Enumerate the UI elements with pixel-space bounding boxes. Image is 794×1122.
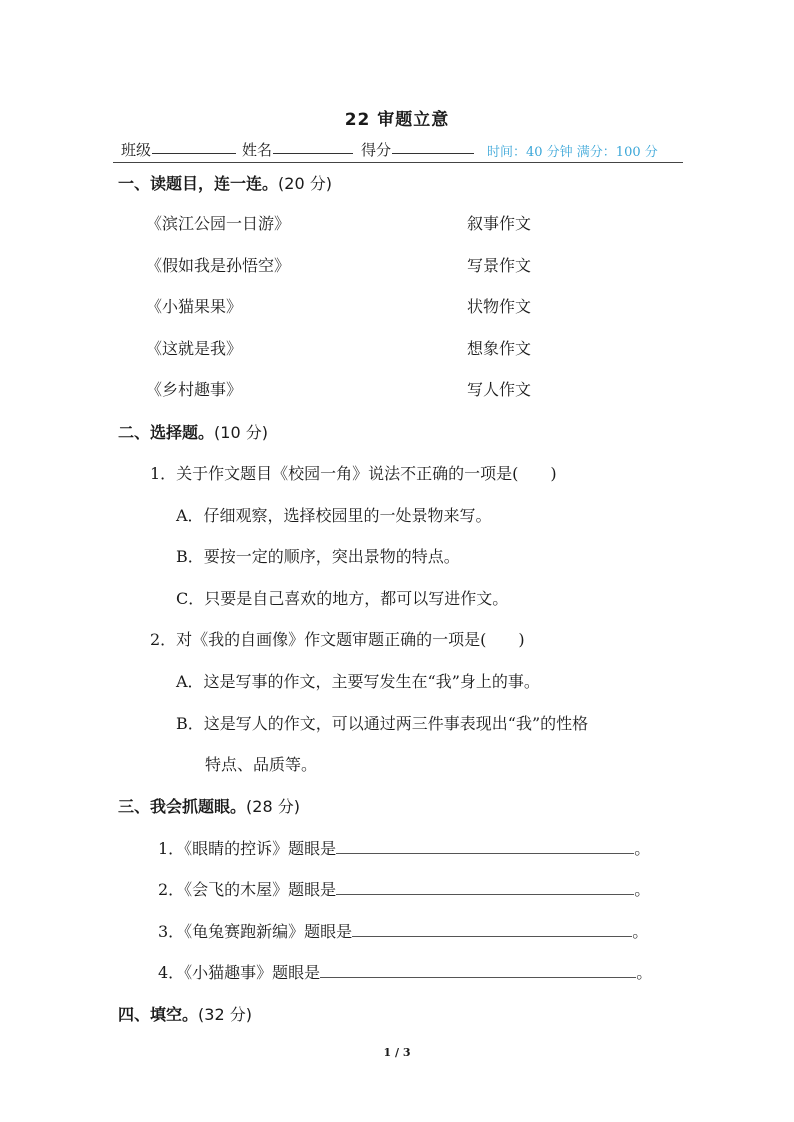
question-2-stem: 2．对《我的自画像》作文题审题正确的一项是( ) (150, 630, 525, 649)
q2-option-b[interactable]: B．这是写人的作文，可以通过两三件事表现出“我”的性格 (176, 714, 589, 733)
q1-option-a[interactable]: A．仔细观察，选择校园里的一处景物来写。 (176, 506, 492, 525)
name-field[interactable] (273, 139, 353, 158)
keyword-item: 2．《会飞的木屋》题眼是 。 (158, 880, 651, 899)
match-right-item[interactable]: 状物作文 (467, 297, 532, 316)
keyword-item: 3．《龟兔赛跑新编》题眼是 。 (158, 922, 649, 941)
match-left-item[interactable]: 《滨江公园一日游》 (146, 214, 291, 233)
match-left-item[interactable]: 《这就是我》 (146, 339, 243, 358)
time-score-info: 时间：40 分钟 满分：100 分 (487, 145, 658, 160)
score-field[interactable] (392, 139, 474, 158)
student-info-row (121, 139, 681, 161)
match-right-item[interactable]: 写人作文 (467, 380, 532, 399)
name-label: 姓名 (242, 141, 273, 159)
match-right-item[interactable]: 想象作文 (467, 339, 532, 358)
keyword-item: 1．《眼睛的控诉》题眼是 。 (158, 839, 651, 858)
answer-blank[interactable] (320, 962, 636, 978)
score-label: 得分 (361, 141, 392, 159)
question-1-stem: 1．关于作文题目《校园一角》说法不正确的一项是( ) (150, 464, 557, 483)
q1-option-c[interactable]: C．只要是自己喜欢的地方，都可以写进作文。 (176, 589, 509, 608)
answer-blank[interactable] (352, 921, 632, 937)
q2-option-b-continued: 特点、品质等。 (205, 755, 318, 774)
section-1-heading: 一、读题目，连一连。(20 分) (118, 174, 332, 193)
match-left-item[interactable]: 《乡村趣事》 (146, 380, 243, 399)
keyword-item: 4．《小猫趣事》题眼是 。 (158, 963, 653, 982)
q2-option-a[interactable]: A．这是写事的作文，主要写发生在“我”身上的事。 (176, 672, 540, 691)
class-field[interactable] (152, 139, 236, 158)
match-left-item[interactable]: 《小猫果果》 (146, 297, 243, 316)
section-3-heading: 三、我会抓题眼。(28 分) (118, 797, 300, 816)
match-right-item[interactable]: 叙事作文 (467, 214, 532, 233)
class-label: 班级 (121, 141, 152, 159)
match-right-item[interactable]: 写景作文 (467, 256, 532, 275)
match-left-item[interactable]: 《假如我是孙悟空》 (146, 256, 291, 275)
page-number: 1 / 3 (383, 1046, 411, 1059)
section-4-heading: 四、填空。(32 分) (118, 1005, 252, 1024)
answer-blank[interactable] (336, 838, 634, 854)
page-title: 22 审题立意 (344, 110, 450, 130)
section-2-heading: 二、选择题。(10 分) (118, 423, 268, 442)
q1-option-b[interactable]: B．要按一定的顺序，突出景物的特点。 (176, 547, 460, 566)
header-divider (113, 162, 683, 163)
answer-blank[interactable] (336, 879, 634, 895)
